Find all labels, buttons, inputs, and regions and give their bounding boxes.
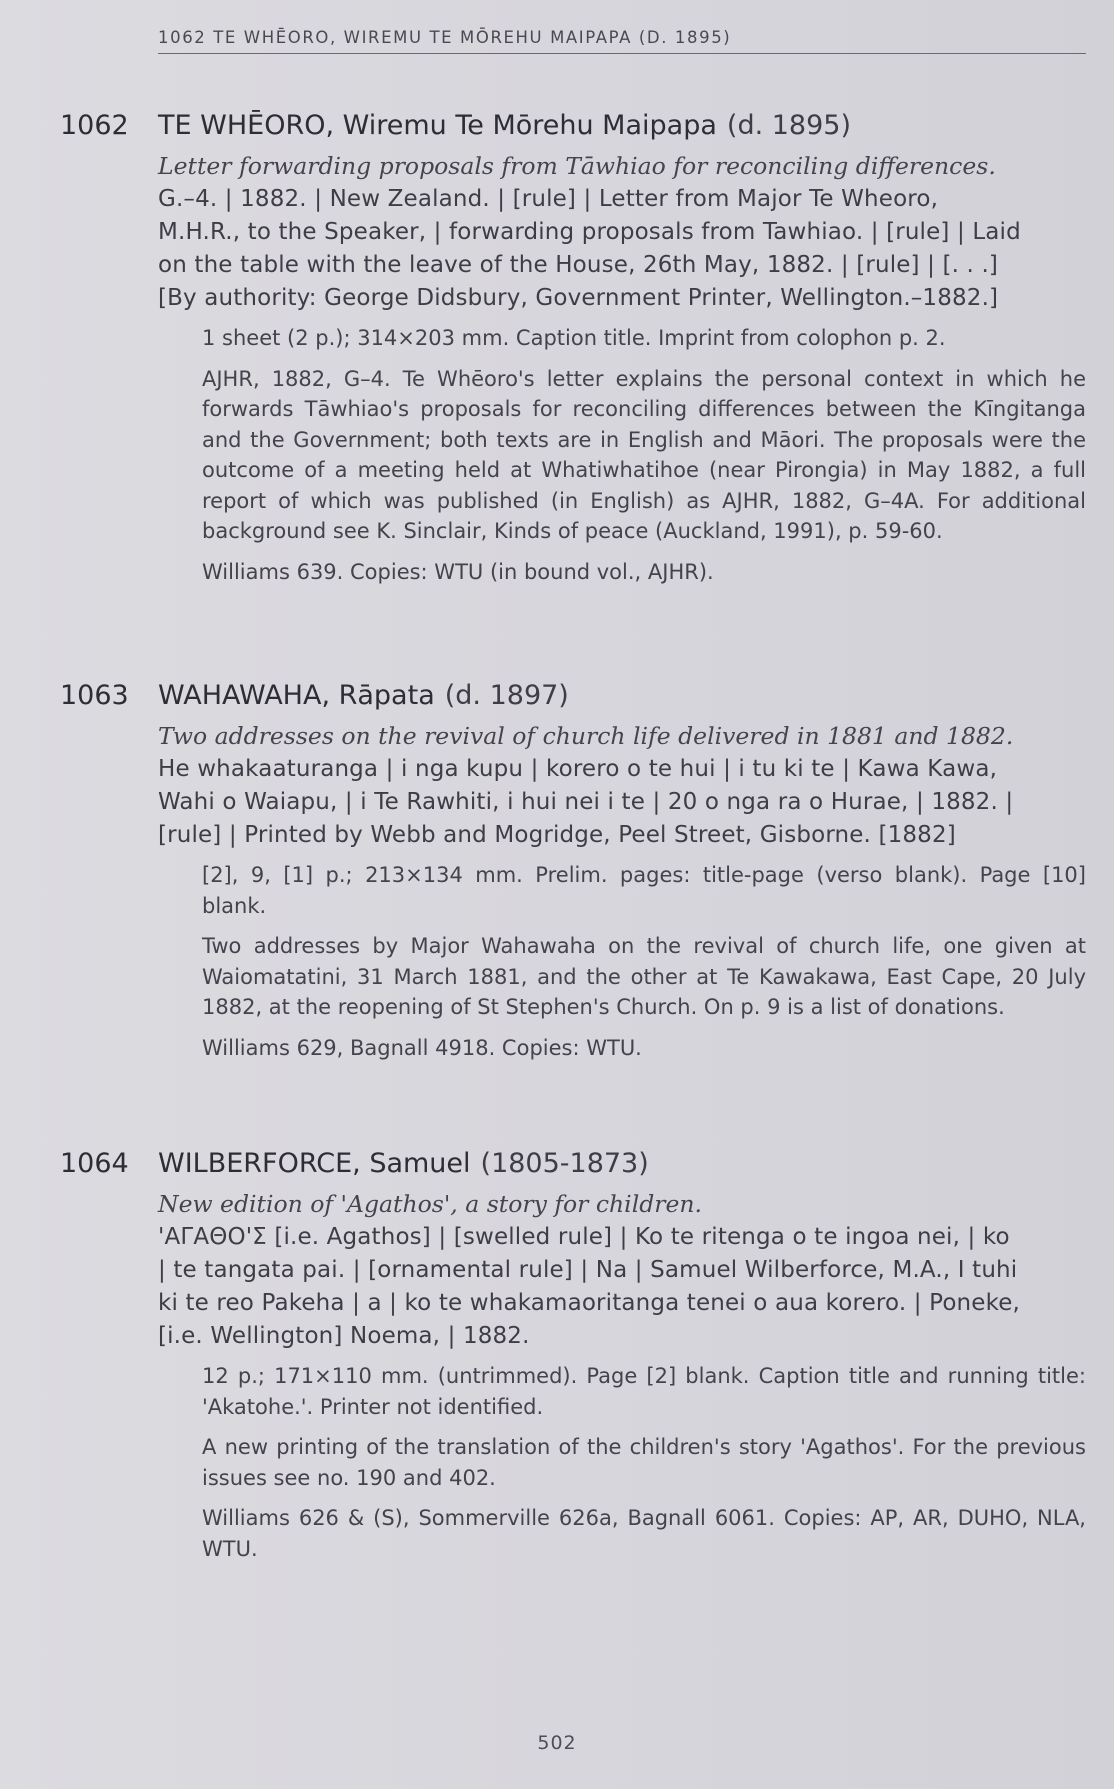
entry-notes	[202, 1361, 1086, 1564]
entry-heading	[60, 110, 1086, 150]
title-transcription-line: | te tangata pai. | [ornamental rule] | Na | Samuel Wilberforce, M.A., I tuhi	[158, 1257, 1018, 1283]
collation: [2], 9, [1] p.; 213×134 mm. Prelim. pages: title-page (verso blank). Page [10] blank.	[202, 863, 1086, 918]
title-transcription-line: [By authority: George Didsbury, Government Printer, Wellington.–1882.]	[158, 285, 999, 311]
entry-notes	[202, 860, 1086, 1063]
entry-description	[158, 720, 1086, 852]
references: Williams 639. Copies: WTU (in bound vol., AJHR).	[202, 559, 714, 584]
collation: 1 sheet (2 p.); 314×203 mm. Caption title. Imprint from colophon p. 2.	[202, 326, 946, 350]
catalogue-entry-1063	[60, 680, 1086, 1073]
bibliographic-note: AJHR, 1882, G–4. Te Whēoro's letter explains the personal context in which he forwards Tāwhiao's proposals for reconciling differences between the Kīngitanga and the Government; both texts are in English and Māori. The proposals were the outcome of a meeting held at Whatiwhatihoe (near Pirongia) in May 1882, a full report of which was published (in English) as AJHR, 1882, G–4A. For additional background see K. Sinclair, Kinds of peace (Auckland, 1991), p. 59-60.	[202, 366, 1086, 543]
title-transcription-line: Wahi o Waiapu, | i Te Rawhiti, i hui nei i te | 20 o nga ra o Hurae, | 1882. |	[158, 789, 1014, 815]
page-number: 502	[537, 1732, 577, 1754]
title-transcription-line: on the table with the leave of the House, 26th May, 1882. | [rule] | [. . .]	[158, 252, 999, 278]
entry-number: 1062	[60, 110, 129, 141]
collation: 12 p.; 171×110 mm. (untrimmed). Page [2] blank. Caption title and running title: 'Akatohe.'. Printer not identified.	[202, 1364, 1086, 1419]
references: Williams 629, Bagnall 4918. Copies: WTU.	[202, 1035, 642, 1060]
catalogue-entry-1064	[60, 1148, 1086, 1574]
references: Williams 626 & (S), Sommerville 626a, Bagnall 6061. Copies: AP, AR, DUHO, NLA, WTU.	[202, 1506, 1086, 1561]
entry-heading	[60, 680, 1086, 720]
bibliographic-note: A new printing of the translation of the children's story 'Agathos'. For the previous issues see no. 190 and 402.	[202, 1435, 1086, 1490]
title-transcription-line: M.H.R., to the Speaker, | forwarding proposals from Tawhiao. | [rule] | Laid	[158, 219, 1021, 245]
catalogue-entry-1062	[60, 110, 1086, 597]
author-name: TE WHĒORO, Wiremu Te Mōrehu Maipapa	[158, 110, 717, 141]
title-transcription-line: ki te reo Pakeha | a | ko te whakamaoritanga tenei o aua korero. | Poneke,	[158, 1290, 1020, 1316]
entry-author	[158, 680, 569, 711]
title-transcription-line: [i.e. Wellington] Noema, | 1882.	[158, 1323, 530, 1349]
short-title: New edition of 'Agathos', a story for children.	[158, 1190, 702, 1218]
title-transcription-line: G.–4. | 1882. | New Zealand. | [rule] | Letter from Major Te Wheoro,	[158, 186, 939, 212]
author-name: WILBERFORCE, Samuel	[158, 1148, 471, 1179]
entry-heading	[60, 1148, 1086, 1188]
entry-author	[158, 1148, 649, 1179]
entry-notes	[202, 323, 1086, 587]
title-transcription-line: 'ΑΓΑΘΟ'Σ [i.e. Agathos] | [swelled rule] | Ko te ritenga o te ingoa nei, | ko	[158, 1224, 1010, 1250]
author-dates: (d. 1897)	[444, 680, 569, 711]
author-name: WAHAWAHA, Rāpata	[158, 680, 435, 711]
entry-description	[158, 1188, 1086, 1353]
entry-number: 1064	[60, 1148, 129, 1179]
short-title: Two addresses on the revival of church life delivered in 1881 and 1882.	[158, 722, 1014, 750]
short-title: Letter forwarding proposals from Tāwhiao for reconciling differences.	[158, 152, 996, 180]
author-dates: (1805-1873)	[480, 1148, 649, 1179]
bibliographic-note: Two addresses by Major Wahawaha on the revival of church life, one given at Waiomatatini, 31 March 1881, and the other at Te Kawakawa, East Cape, 20 July 1882, at the reopening of St Stephen's Church. On p. 9 is a list of donations.	[202, 934, 1086, 1019]
entry-number: 1063	[60, 680, 129, 711]
author-dates: (d. 1895)	[726, 110, 851, 141]
running-head: 1062 TE WHĒORO, WIREMU TE MŌREHU MAIPAPA (D. 1895)	[158, 28, 1086, 54]
entry-description	[158, 150, 1086, 315]
entry-author	[158, 110, 851, 141]
title-transcription-line: He whakaaturanga | i nga kupu | korero o te hui | i tu ki te | Kawa Kawa,	[158, 756, 998, 782]
title-transcription-line: [rule] | Printed by Webb and Mogridge, Peel Street, Gisborne. [1882]	[158, 822, 956, 848]
